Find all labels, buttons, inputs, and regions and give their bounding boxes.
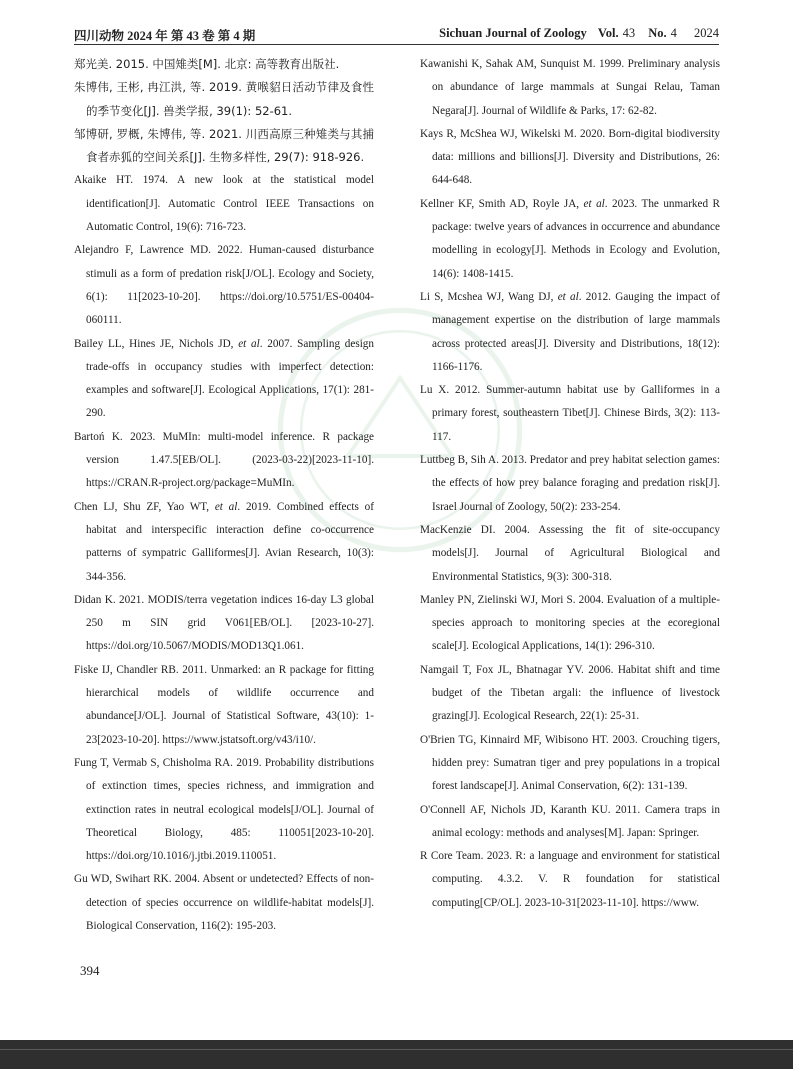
header-vol-label: Vol.: [597, 26, 619, 40]
reference-entry: [74, 123, 374, 170]
viewer-divider: [0, 1049, 793, 1050]
reference-text: Didan K. 2021. MODIS/terra vegetation indices 16-day L3 global 250 m SIN grid V061[EB/OL]. [2023-10-27]. https://doi.org/10.5067/MODIS/MOD13Q1.061.: [74, 593, 374, 653]
viewer-bottom-bar: [0, 1040, 793, 1069]
reference-text: Li S, Mcshea WJ, Wang DJ,: [420, 290, 558, 303]
reference-entry: [420, 519, 720, 589]
references-right-column: [420, 53, 720, 915]
reference-text: Namgail T, Fox JL, Bhatnagar YV. 2006. Habitat shift and time budget of the Tibetan argali: the influence of livestock grazing[J]. Ecological Research, 22(1): 25-31.: [420, 663, 720, 723]
reference-text: O'Connell AF, Nichols JD, Karanth KU. 2011. Camera traps in animal ecology: methods and analyses[M]. Japan: Springer.: [420, 803, 720, 839]
reference-text: 朱博伟, 王彬, 冉江洪, 等. 2019. 黄喉貂日活动节律及食性的季节变化[J]. 兽类学报, 39(1): 52-61.: [74, 80, 374, 118]
reference-entry: [420, 286, 720, 379]
running-header: [74, 24, 719, 45]
header-journal-cn: 四川动物 2024 年 第 43 卷 第 4 期: [74, 29, 256, 43]
reference-text-cont: . 2023. The unmarked R package: twelve years of advances in occurrence and abundance modelling in ecology[J]. Methods in Ecology and Evolution, 14(6): 1408-1415.: [432, 197, 720, 280]
reference-text: 郑光美. 2015. 中国雉类[M]. 北京: 高等教育出版社.: [74, 57, 340, 71]
reference-text: MacKenzie DI. 2004. Assessing the fit of site-occupancy models[J]. Journal of Agricultural Biological and Environmental Statistics, 9(3): 300-318.: [420, 523, 720, 583]
header-year: 2024: [694, 26, 719, 40]
reference-entry: [74, 76, 374, 123]
reference-entry: [74, 333, 374, 426]
reference-text: 邹博研, 罗概, 朱博伟, 等. 2021. 川西高原三种雉类与其捕食者赤狐的空间关系[J]. 生物多样性, 29(7): 918-926.: [74, 126, 374, 165]
header-no-label: No.: [648, 26, 667, 40]
reference-text: Bartoń K. 2023. MuMIn: multi-model inference. R package version 1.47.5[EB/OL]. (2023-03-22)[2023-11-10]. https://CRAN.R-project.org/package=MuMIn.: [74, 430, 374, 490]
reference-entry: [74, 239, 374, 332]
reference-text: Bailey LL, Hines JE, Nichols JD,: [74, 337, 239, 350]
reference-entry: [74, 868, 374, 938]
reference-et-al: et al: [214, 500, 238, 513]
reference-entry: [74, 53, 374, 76]
reference-entry: [420, 53, 720, 123]
header-vol: 43: [622, 26, 636, 40]
reference-entry: [74, 169, 374, 239]
reference-text: Fiske IJ, Chandler RB. 2011. Unmarked: an R package for fitting hierarchical models of wildlife occurrence and abundance[J/OL]. Journal of Statistical Software, 43(10): 1-23[2023-10-20]. https://www.jstatsoft.org/v43/i10/.: [74, 663, 374, 746]
reference-entry: [74, 496, 374, 589]
reference-entry: [420, 799, 720, 846]
reference-entry: [74, 589, 374, 659]
reference-text-cont: . 2007. Sampling design trade-offs in occupancy studies with imperfect detection: examples and software[J]. Ecological Applications, 17(1): 281-290.: [86, 337, 374, 420]
header-no: 4: [670, 26, 677, 40]
reference-text: Fung T, Vermab S, Chisholma RA. 2019. Probability distributions of extinction times, species richness, and immigration and extinction rates in neutral ecological models[J/OL]. Journal of Theoretical Biology, 485: 110051[2023-10-20]. https://doi.org/10.1016/j.jtbi.2019.110051.: [74, 756, 374, 863]
references-left-column: [74, 53, 374, 938]
reference-text: Gu WD, Swihart RK. 2004. Absent or undetected? Effects of non-detection of species occurrence on wildlife-habitat models[J]. Biological Conservation, 116(2): 195-203.: [74, 873, 374, 932]
reference-entry: [74, 426, 374, 496]
reference-text: R Core Team. 2023. R: a language and environment for statistical computing. 4.3.2. V. R foundation for statistical computing[CP/OL]. 2023-10-31[2023-11-10]. https://www.: [420, 850, 720, 909]
reference-entry: [74, 752, 374, 868]
reference-text-cont: . 2012. Gauging the impact of management expertise on the distribution of large mammals across protected areas[J]. Diversity and Distributions, 18(12): 1166-1176.: [432, 290, 720, 373]
reference-text: Manley PN, Zielinski WJ, Mori S. 2004. Evaluation of a multiple-species approach to monitoring species at the ecoregional scale[J]. Ecological Applications, 14(1): 296-310.: [420, 593, 720, 653]
reference-et-al: et al: [557, 290, 579, 303]
reference-text: Kays R, McShea WJ, Wikelski M. 2020. Born-digital biodiversity data: millions and billions[J]. Diversity and Distributions, 26: 644-648.: [420, 127, 720, 187]
header-journal-name: Sichuan Journal of Zoology: [439, 26, 587, 40]
reference-entry: [420, 659, 720, 729]
reference-entry: [420, 193, 720, 286]
reference-text: Lu X. 2012. Summer-autumn habitat use by Galliformes in a primary forest, southeastern Tibet[J]. Chinese Birds, 3(2): 113-117.: [420, 384, 720, 443]
reference-text: Akaike HT. 1974. A new look at the statistical model identification[J]. Automatic Control IEEE Transactions on Automatic Control, 19(6): 716-723.: [74, 174, 374, 234]
page-number: 394: [80, 963, 100, 978]
reference-text: Alejandro F, Lawrence MD. 2022. Human-caused disturbance stimuli as a form of predation risk[J/OL]. Ecology and Society, 6(1): 11[2023-10-20]. https://doi.org/10.5751/ES-00404-060111.: [74, 244, 374, 327]
reference-entry: [420, 729, 720, 799]
reference-entry: [420, 845, 720, 915]
reference-text: Luttbeg B, Sih A. 2013. Predator and prey habitat selection games: the effects of how prey balance foraging and predation risk[J]. Israel Journal of Zoology, 50(2): 233-254.: [420, 454, 720, 513]
reference-entry: [420, 449, 720, 519]
reference-entry: [420, 123, 720, 193]
reference-text-cont: . 2019. Combined effects of habitat and interspecific interaction define co-occurrence patterns of sympatric Galliformes[J]. Avian Research, 10(3): 344-356.: [86, 500, 374, 583]
reference-text: O'Brien TG, Kinnaird MF, Wibisono HT. 2003. Crouching tigers, hidden prey: Sumatran tiger and prey populations in a tropical forest landscape[J]. Animal Conservation, 6(2): 131-139.: [420, 733, 720, 793]
reference-text: Chen LJ, Shu ZF, Yao WT,: [74, 500, 215, 513]
reference-text: Kellner KF, Smith AD, Royle JA,: [420, 197, 584, 210]
reference-text: Kawanishi K, Sahak AM, Sunquist M. 1999. Preliminary analysis on abundance of large mammals at Sungai Relau, Taman Negara[J]. Journal of Wildlife & Parks, 17: 62-82.: [420, 58, 720, 117]
header-journal-en: [439, 26, 719, 41]
reference-entry: [420, 379, 720, 449]
reference-et-al: et al: [238, 337, 260, 350]
reference-et-al: et al: [583, 197, 605, 210]
reference-entry: [420, 589, 720, 659]
reference-entry: [74, 659, 374, 752]
